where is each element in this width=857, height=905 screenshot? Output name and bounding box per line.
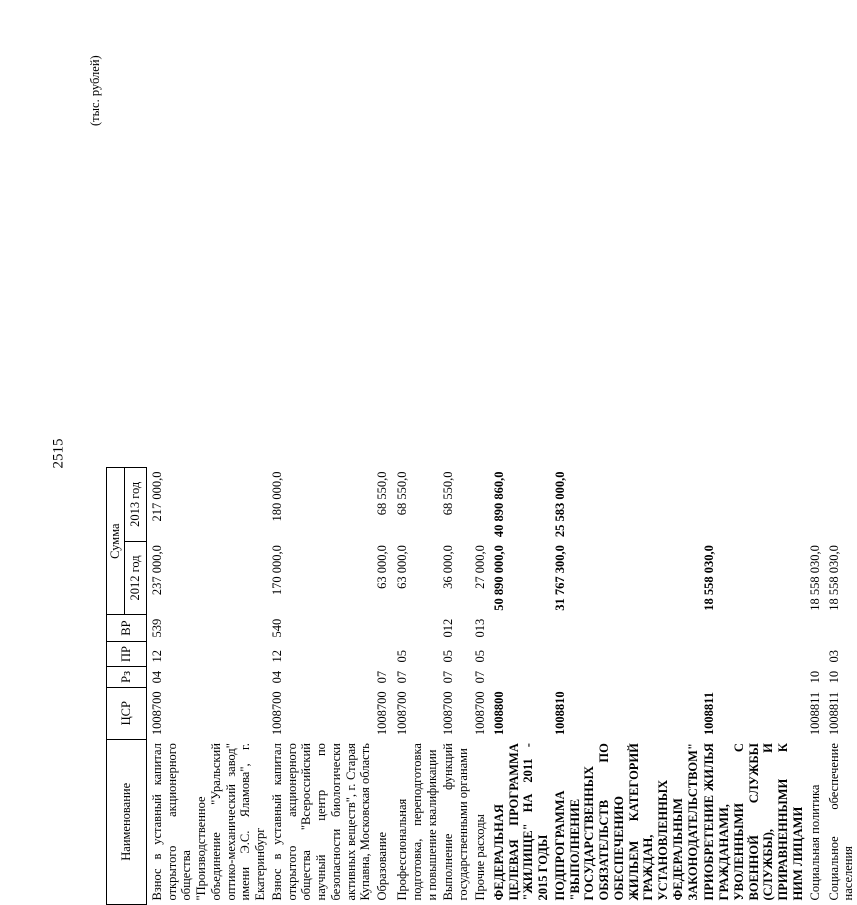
cell-csr: 1008700 <box>472 691 487 736</box>
header-pr: ПР <box>107 641 147 666</box>
cell-csr: 1008700 <box>269 691 284 736</box>
cell-rz: 10 <box>807 670 822 684</box>
table-row <box>701 467 806 904</box>
cell-vr <box>491 615 552 642</box>
rotated-page <box>86 40 856 905</box>
cell-vr <box>374 615 394 642</box>
cell-pr <box>552 641 702 666</box>
cell-vr: 012 <box>441 618 456 638</box>
cell-y2013 <box>826 467 857 541</box>
table-row <box>807 467 826 904</box>
cell-y2013: 217 000,0 <box>149 471 164 522</box>
cell-name: Взнос в уставный капитал открытого акционерного общества "Производственное объединение "Уральский оптико-механический завод" имени Э.С. Яламова", г. Екатеринбург <box>149 743 267 901</box>
cell-y2013: 68 550,0 <box>441 471 456 516</box>
page-number: 2515 <box>50 438 67 468</box>
cell-rz: 07 <box>441 670 456 684</box>
cell-rz: 07 <box>472 670 487 684</box>
cell-y2012: 36 000,0 <box>441 545 456 589</box>
cell-y2012: 237 000,0 <box>149 545 164 596</box>
cell-y2012: 27 000,0 <box>472 545 487 589</box>
cell-pr: 05 <box>395 649 409 663</box>
cell-y2013 <box>701 467 806 541</box>
table-row <box>552 467 702 904</box>
cell-vr: 539 <box>149 618 164 638</box>
cell-csr: 1008800 <box>491 691 506 736</box>
cell-rz: 04 <box>149 670 164 684</box>
table-row <box>472 467 491 904</box>
cell-pr: 03 <box>826 649 841 663</box>
cell-vr <box>701 615 806 642</box>
cell-pr: 12 <box>269 649 284 663</box>
cell-pr <box>807 641 826 666</box>
table-row <box>146 467 269 904</box>
cell-csr: 1008700 <box>375 691 389 736</box>
cell-y2012: 18 558 030,0 <box>807 545 822 611</box>
cell-name: Социальное обеспечение населения <box>826 743 856 901</box>
cell-y2013: 180 000,0 <box>269 471 284 522</box>
cell-rz <box>552 666 702 687</box>
cell-name: Профессиональная подготовка, переподготовка и повышение квалификации <box>395 743 439 901</box>
cell-rz: 04 <box>269 670 284 684</box>
cell-pr: 05 <box>472 649 487 663</box>
cell-name: Прочие расходы <box>472 814 487 901</box>
header-2012: 2012 год <box>124 541 146 615</box>
cell-csr: 1008810 <box>552 691 567 736</box>
cell-vr: 540 <box>269 618 284 638</box>
cell-y2012: 63 000,0 <box>375 545 389 589</box>
cell-pr <box>491 641 552 666</box>
cell-y2012: 18 558 030,0 <box>702 545 717 611</box>
cell-y2012: 63 000,0 <box>395 545 409 589</box>
cell-csr: 1008811 <box>807 691 822 736</box>
cell-csr: 1008811 <box>826 691 841 736</box>
cell-y2012: 31 767 300,0 <box>552 545 567 611</box>
cell-y2013: 25 583 000,0 <box>552 471 567 538</box>
cell-name: ПОДПРОГРАММА "ВЫПОЛНЕНИЕ ГОСУДАРСТВЕННЫХ ОБЯЗАТЕЛЬСТВ ПО ОБЕСПЕЧЕНИЮ ЖИЛЬЕМ КАТЕГОРИЙ ГРАЖДАН, УСТАНОВЛЕННЫХ ФЕДЕРАЛЬНЫМ ЗАКОНОДАТЕЛЬСТВОМ" <box>552 743 700 901</box>
table-row <box>826 467 857 904</box>
cell-csr: 1008700 <box>149 691 164 736</box>
cell-y2012: 50 890 000,0 <box>491 545 506 611</box>
cell-rz: 07 <box>375 670 389 684</box>
table-row <box>394 467 440 904</box>
cell-pr <box>374 641 394 666</box>
cell-rz: 10 <box>826 670 841 684</box>
cell-pr <box>701 641 806 666</box>
table-header <box>107 467 147 904</box>
cell-y2013: 68 550,0 <box>395 471 409 516</box>
cell-y2012: 170 000,0 <box>269 545 284 596</box>
table-row <box>374 467 394 904</box>
cell-name: ПРИОБРЕТЕНИЕ ЖИЛЬЯ ГРАЖДАНАМИ, УВОЛЕННЫМИ С ВОЕННОЙ СЛУЖБЫ (СЛУЖБЫ), И ПРИРАВНЕННЫМИ К НИМ ЛИЦАМИ <box>702 743 805 901</box>
header-csr: ЦСР <box>107 687 147 739</box>
cell-y2013: 40 890 860,0 <box>491 471 506 538</box>
cell-rz <box>701 666 806 687</box>
header-2013: 2013 год <box>124 467 146 541</box>
header-vr: ВР <box>107 615 147 642</box>
cell-y2013 <box>807 467 826 541</box>
cell-name: Взнос в уставный капитал открытого акционерного общества "Всероссийский научный центр по безопасности биологически активных веществ", г. Старая Купавна, Московская область <box>269 743 373 901</box>
cell-csr: 1008700 <box>395 691 409 736</box>
budget-sheet <box>86 40 856 905</box>
cell-rz: 07 <box>395 670 409 684</box>
cell-vr <box>394 615 440 642</box>
cell-csr: 1008811 <box>702 692 717 736</box>
header-name: Наименование <box>107 739 147 904</box>
cell-y2013 <box>472 467 491 541</box>
table-row <box>491 467 552 904</box>
cell-vr <box>807 615 826 642</box>
cell-vr <box>552 615 702 642</box>
cell-name: Выполнение функций государственными органами <box>441 743 470 901</box>
header-rz: Рз <box>107 666 147 687</box>
cell-pr: 05 <box>441 649 456 663</box>
cell-name: ФЕДЕРАЛЬНАЯ ЦЕЛЕВАЯ ПРОГРАММА "ЖИЛИЩЕ" НА 2011 - 2015 ГОДЫ <box>491 743 550 901</box>
cell-name: Образование <box>375 831 389 901</box>
cell-pr: 12 <box>149 649 164 663</box>
cell-vr: 013 <box>472 618 487 638</box>
header-sum: Сумма <box>107 467 125 614</box>
units-label: (тыс. рублей) <box>88 55 102 126</box>
table-body <box>146 467 857 904</box>
cell-name: Социальная политика <box>807 784 822 901</box>
table-row <box>440 467 472 904</box>
cell-csr: 1008700 <box>441 691 456 736</box>
cell-y2012: 18 558 030,0 <box>826 545 841 611</box>
cell-vr <box>826 615 857 642</box>
cell-y2013: 68 550,0 <box>375 471 389 516</box>
cell-rz <box>491 666 552 687</box>
table-row <box>269 467 374 904</box>
